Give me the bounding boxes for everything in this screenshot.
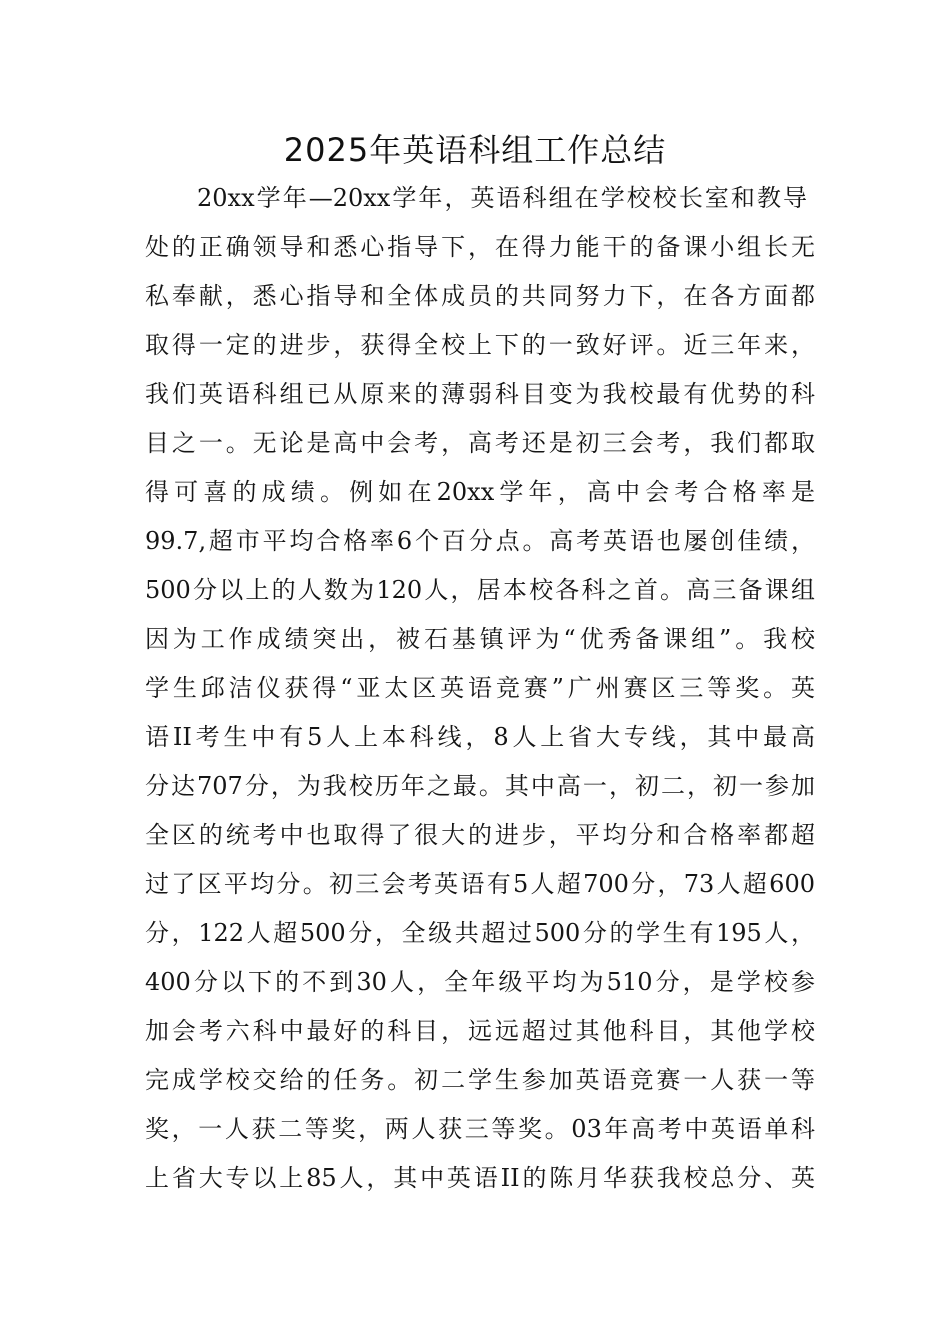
- paragraph-line: 分，122人超500分，全级共超过500分的学生有195人，: [145, 919, 815, 947]
- paragraph-line: 全区的统考中也取得了很大的进步，平均分和合格率都超: [145, 821, 815, 849]
- document-title: 2025年英语科组工作总结: [283, 131, 667, 169]
- paragraph-line: 目之一。无论是高中会考，高考还是初三会考，我们都取: [145, 429, 815, 457]
- paragraph-line: 取得一定的进步，获得全校上下的一致好评。近三年来，: [145, 331, 815, 359]
- paragraph-line: 完成学校交给的任务。初二学生参加英语竞赛一人获一等: [145, 1066, 815, 1094]
- paragraph-line: 分达707分，为我校历年之最。其中高一，初二，初一参加: [145, 772, 815, 800]
- paragraph-line: 20xx学年—20xx学年，英语科组在学校校长室和教导: [197, 184, 807, 212]
- paragraph-line: 语II考生中有5人上本科线，8人上省大专线，其中最高: [145, 723, 815, 751]
- paragraph-line: 私奉献，悉心指导和全体成员的共同努力下，在各方面都: [145, 282, 815, 310]
- paragraph-line: 学生邱洁仪获得“亚太区英语竞赛”广州赛区三等奖。英: [145, 674, 815, 702]
- paragraph-line: 我们英语科组已从原来的薄弱科目变为我校最有优势的科: [145, 380, 815, 408]
- paragraph-line: 加会考六科中最好的科目，远远超过其他科目，其他学校: [145, 1017, 815, 1045]
- paragraph-line: 奖，一人获二等奖，两人获三等奖。03年高考中英语单科: [145, 1115, 815, 1143]
- paragraph-line: 过了区平均分。初三会考英语有5人超700分，73人超600: [145, 870, 815, 898]
- paragraph-line: 99.7,超市平均合格率6个百分点。高考英语也屡创佳绩，: [145, 527, 815, 555]
- paragraph-line: 500分以上的人数为120人，居本校各科之首。高三备课组: [145, 576, 815, 604]
- paragraph-line: 上省大专以上85人，其中英语II的陈月华获我校总分、英: [145, 1164, 815, 1192]
- paragraph-line: 因为工作成绩突出，被石基镇评为“优秀备课组”。我校: [145, 625, 815, 653]
- paragraph-line: 处的正确领导和悉心指导下，在得力能干的备课小组长无: [145, 233, 815, 261]
- paragraph-line: 得可喜的成绩。例如在20xx学年，高中会考合格率是: [145, 478, 815, 506]
- paragraph-line: 400分以下的不到30人，全年级平均为510分，是学校参: [145, 968, 815, 996]
